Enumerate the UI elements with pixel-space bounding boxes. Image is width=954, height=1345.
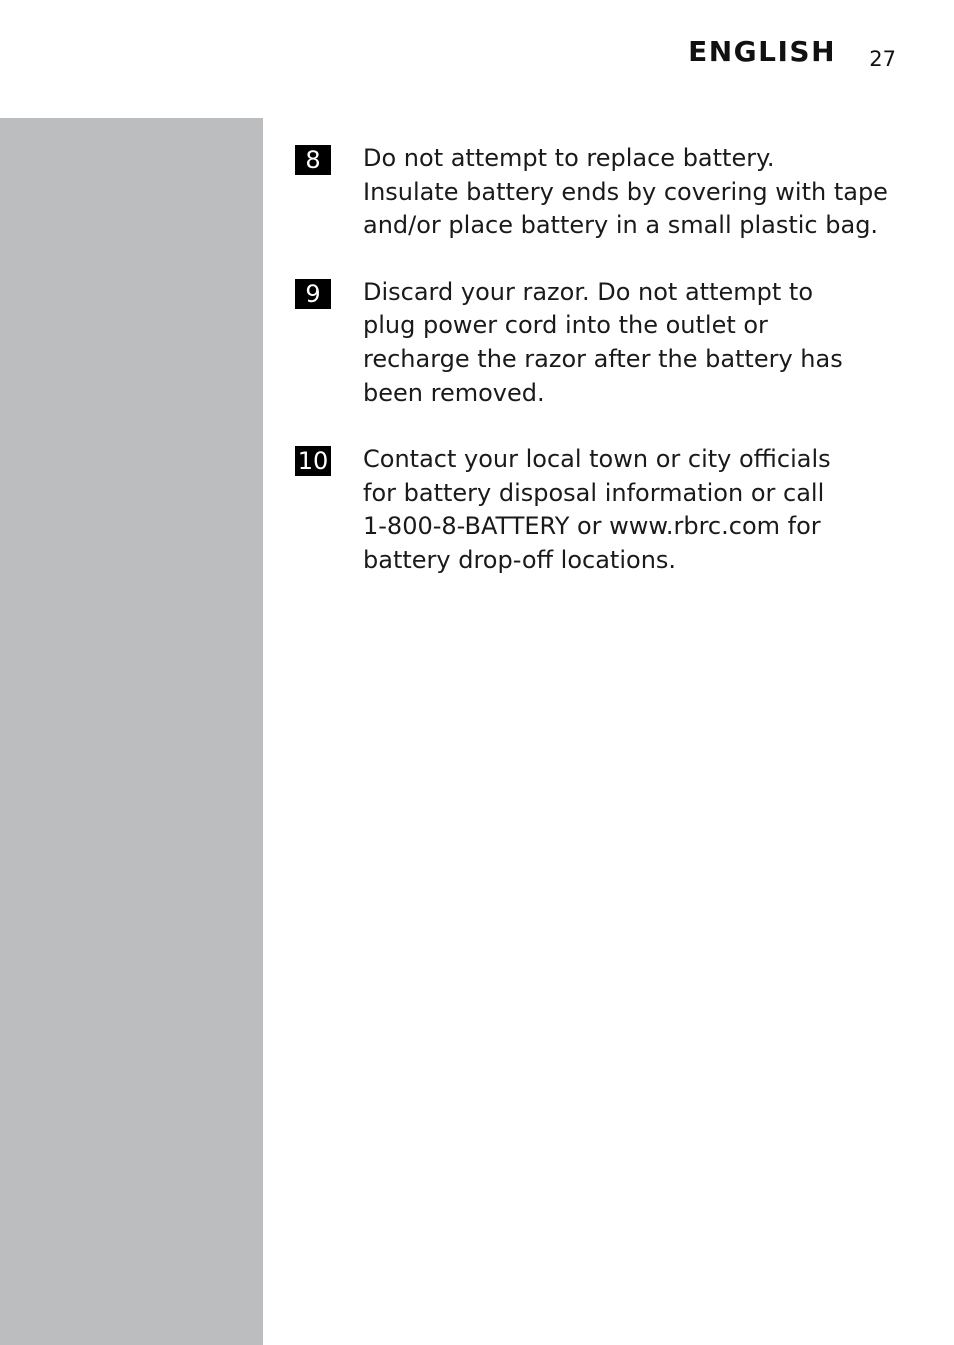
section-language-heading: ENGLISH xyxy=(688,35,836,68)
step-number-badge: 9 xyxy=(295,279,331,309)
step-number-badge: 10 xyxy=(295,446,331,476)
step-text: Do not attempt to replace battery. Insulate battery ends by covering with tape and/or place battery in a small plastic bag. xyxy=(363,144,888,240)
step-10 xyxy=(295,443,905,577)
instruction-steps xyxy=(295,142,905,611)
side-margin-panel xyxy=(0,118,263,1345)
step-text: Contact your local town or city officials for battery disposal information or call 1-800-8-BATTERY or www.rbrc.com for battery drop-off locations. xyxy=(363,445,831,574)
step-number-badge: 8 xyxy=(295,145,331,175)
step-9 xyxy=(295,276,905,410)
step-text: Discard your razor. Do not attempt to plug power cord into the outlet or recharge the razor after the battery has been removed. xyxy=(363,277,843,407)
page-number: 27 xyxy=(869,47,896,71)
step-8 xyxy=(295,142,905,243)
